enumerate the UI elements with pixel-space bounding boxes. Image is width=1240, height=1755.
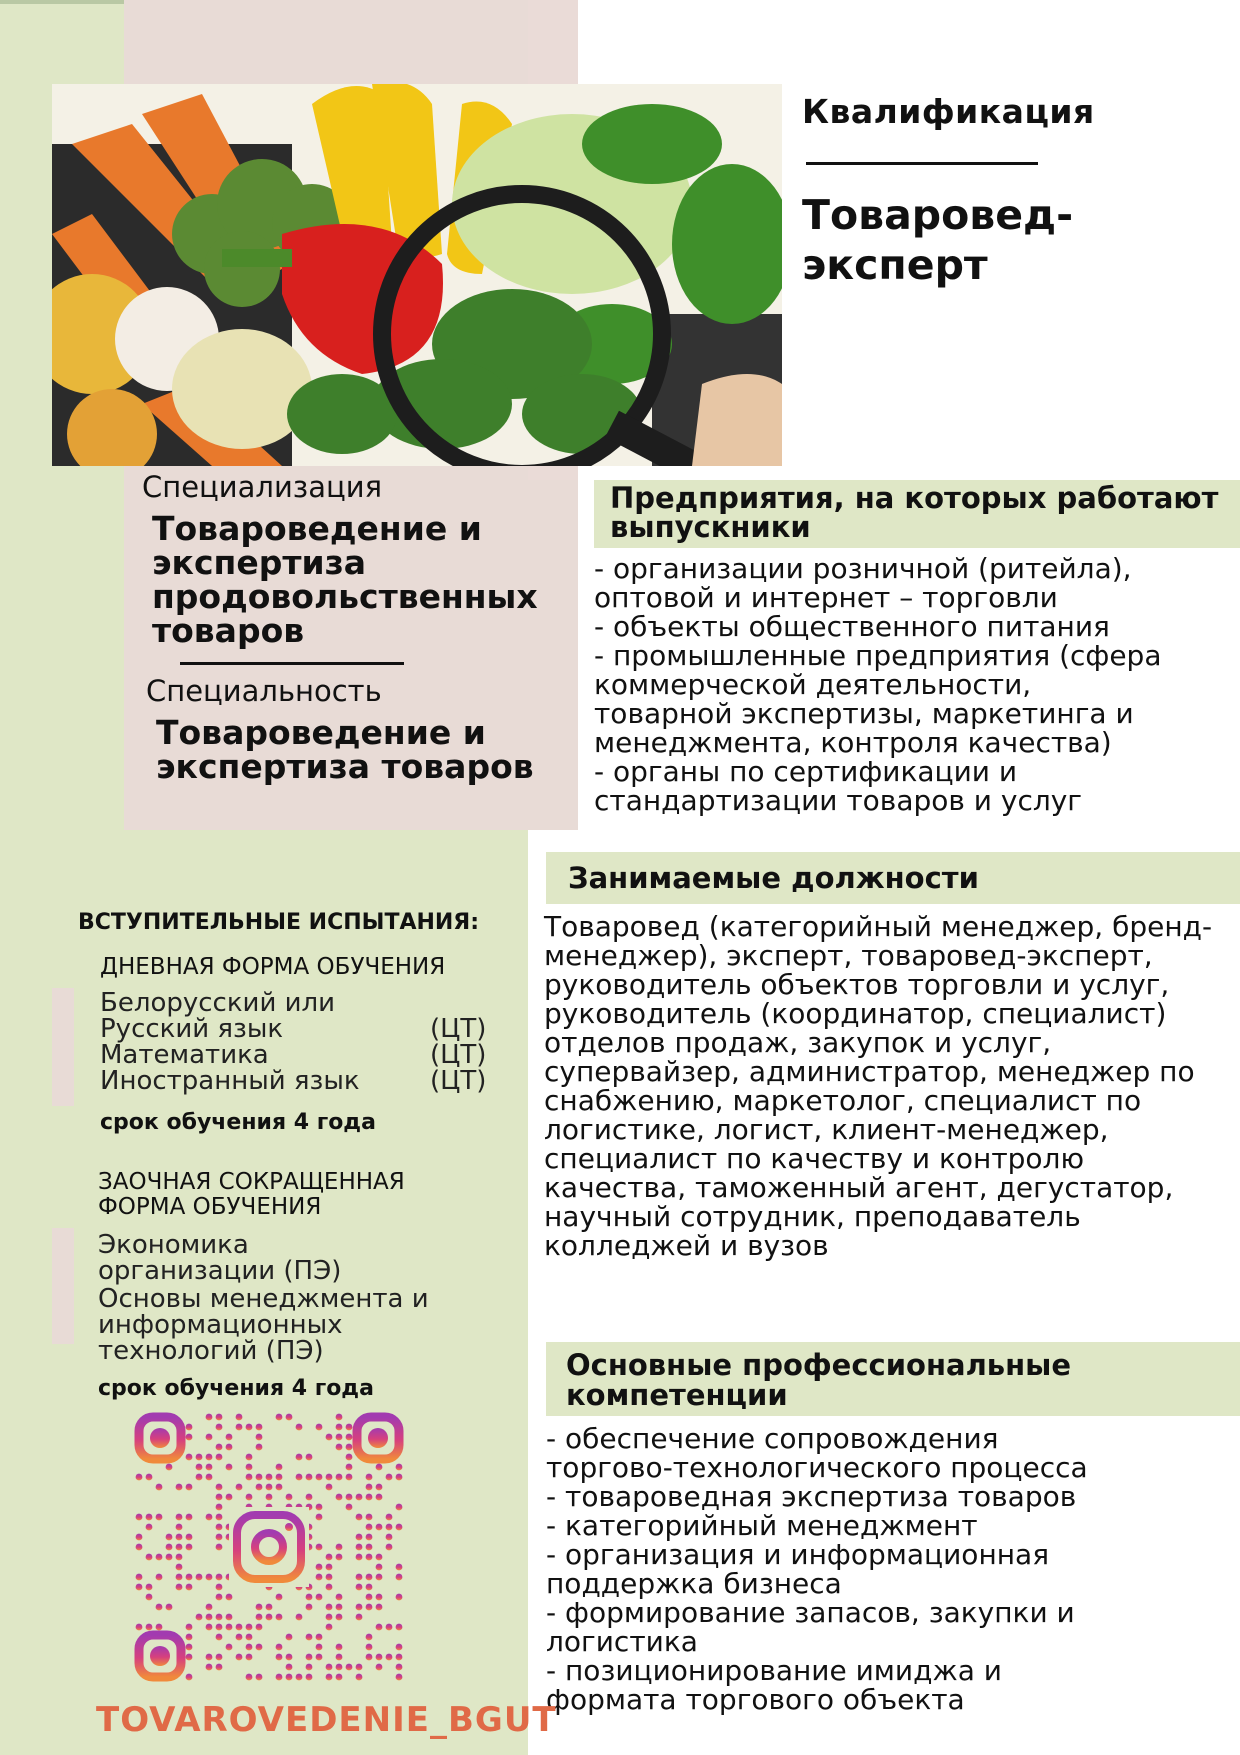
qr-module [156, 1574, 163, 1581]
qr-module [216, 1484, 223, 1491]
qr-module [246, 1674, 253, 1681]
qr-module [226, 1614, 233, 1621]
qr-module [396, 1464, 403, 1471]
qr-module [396, 1504, 403, 1511]
qr-module [216, 1614, 223, 1621]
qr-module [176, 1534, 183, 1541]
qr-module [146, 1514, 153, 1521]
qr-module [246, 1474, 253, 1481]
qr-module [146, 1554, 153, 1561]
qr-module [266, 1604, 273, 1611]
qr-module [256, 1434, 263, 1441]
day-subjects-bar [52, 988, 74, 1106]
qr-module [326, 1484, 333, 1491]
qr-module [366, 1654, 373, 1661]
qr-module [186, 1574, 193, 1581]
qr-module [236, 1624, 243, 1631]
qr-module [356, 1494, 363, 1501]
qr-module [206, 1624, 213, 1631]
qr-module [216, 1414, 223, 1421]
qr-module [356, 1614, 363, 1621]
qr-module [366, 1514, 373, 1521]
qr-module [206, 1464, 213, 1471]
qr-module [196, 1474, 203, 1481]
qr-module [316, 1654, 323, 1661]
competencies-list: - обеспечение сопровождения торгово-технологического процесса - товароведная экспертиза товаров - категорийный менеджмент - организация и информационная поддержка бизнеса - формирование запасов, закупки и логистика - позиционирование имиджа и формата торгового объекта [546, 1422, 1088, 1716]
qr-module [176, 1484, 183, 1491]
qr-module [226, 1624, 233, 1631]
qr-module [376, 1564, 383, 1571]
qr-module [186, 1654, 193, 1661]
qr-module [326, 1434, 333, 1441]
day-subject-3: Математика [100, 1040, 269, 1070]
vegetables-photo [52, 84, 782, 466]
qr-module [216, 1574, 223, 1581]
qr-module [186, 1584, 193, 1591]
instagram-qr-code[interactable] [134, 1412, 404, 1682]
qr-module [176, 1544, 183, 1551]
qr-module [306, 1474, 313, 1481]
qr-module [366, 1494, 373, 1501]
qr-module [206, 1474, 213, 1481]
qr-module [326, 1674, 333, 1681]
qr-module [366, 1584, 373, 1591]
qr-module [186, 1544, 193, 1551]
qr-module [356, 1544, 363, 1551]
qr-module [276, 1464, 283, 1471]
qr-module [276, 1484, 283, 1491]
qr-module [176, 1554, 183, 1561]
corr-subject-2: организации (ПЭ) [98, 1256, 342, 1286]
qr-module [186, 1534, 193, 1541]
qr-module [306, 1634, 313, 1641]
qr-module [216, 1584, 223, 1591]
qr-module [186, 1454, 193, 1461]
qr-module [206, 1434, 213, 1441]
qr-module [326, 1664, 333, 1671]
qr-module [236, 1654, 243, 1661]
qr-module [326, 1614, 333, 1621]
instagram-handle[interactable]: TOVAROVEDENIE_BGUT [96, 1700, 557, 1740]
qr-module [176, 1524, 183, 1531]
qr-module [356, 1604, 363, 1611]
top-strip [0, 0, 124, 4]
qr-module [276, 1644, 283, 1651]
qr-module [256, 1604, 263, 1611]
qr-module [366, 1604, 373, 1611]
qr-module [266, 1494, 273, 1501]
qr-module [236, 1414, 243, 1421]
qr-module [136, 1624, 143, 1631]
qr-module [356, 1584, 363, 1591]
qr-module [376, 1484, 383, 1491]
qr-module [396, 1664, 403, 1671]
qr-module [216, 1594, 223, 1601]
qr-module [156, 1604, 163, 1611]
qr-module [196, 1574, 203, 1581]
qr-module [276, 1474, 283, 1481]
qr-module [226, 1644, 233, 1651]
qr-module [376, 1574, 383, 1581]
qr-module [296, 1614, 303, 1621]
qr-module [336, 1544, 343, 1551]
qr-module [216, 1654, 223, 1661]
qr-module [256, 1484, 263, 1491]
day-form-title: ДНЕВНАЯ ФОРМА ОБУЧЕНИЯ [100, 954, 446, 980]
qr-module [396, 1574, 403, 1581]
qr-module [286, 1414, 293, 1421]
qr-module [326, 1474, 333, 1481]
qr-module [316, 1634, 323, 1641]
qr-module [336, 1594, 343, 1601]
qr-module [396, 1654, 403, 1661]
qr-module [326, 1564, 333, 1571]
qr-module [306, 1654, 313, 1661]
competencies-heading: Основные профессиональные компетенции [546, 1342, 1240, 1416]
qr-module [216, 1534, 223, 1541]
qr-module [186, 1484, 193, 1491]
qr-module [236, 1424, 243, 1431]
qr-module [186, 1644, 193, 1651]
qr-module [206, 1514, 213, 1521]
qr-module [136, 1514, 143, 1521]
qr-module [166, 1534, 173, 1541]
qr-module [176, 1564, 183, 1571]
qr-module [246, 1494, 253, 1501]
qr-module [186, 1674, 193, 1681]
qr-module [236, 1484, 243, 1491]
qr-module [396, 1624, 403, 1631]
qr-module [286, 1674, 293, 1681]
qr-module [266, 1474, 273, 1481]
qr-module [136, 1544, 143, 1551]
qr-module [186, 1424, 193, 1431]
qr-module [386, 1514, 393, 1521]
qr-module [386, 1524, 393, 1531]
qr-module [296, 1454, 303, 1461]
qr-module [266, 1484, 273, 1491]
qr-module [316, 1544, 323, 1551]
qr-module [366, 1574, 373, 1581]
qr-module [156, 1514, 163, 1521]
qr-module [316, 1574, 323, 1581]
qr-module [316, 1644, 323, 1651]
qr-module [306, 1674, 313, 1681]
positions-text: Товаровед (категорийный менеджер, бренд-менеджер), эксперт, товаровед-эксперт, руководитель объектов торговли и услуг, руководитель (координатор, специалист) отделов продаж, закупок и услуг, супервайзер, администратор, менеджер по снабжению, маркетолог, специалист по логистике, логист, клиент-менеджер, специалист по качеству и контролю качества, таможенный агент, дегустатор, научный сотрудник, преподаватель колледжей и вузов [544, 910, 1213, 1262]
qr-module [356, 1574, 363, 1581]
qr-module [346, 1464, 353, 1471]
qr-module [186, 1514, 193, 1521]
enterprises-heading: Предприятия, на которых работают выпускники [594, 480, 1240, 548]
qr-module [386, 1624, 393, 1631]
qr-module [296, 1424, 303, 1431]
qr-module [296, 1474, 303, 1481]
qr-module [246, 1424, 253, 1431]
qr-module [346, 1434, 353, 1441]
qr-module [336, 1444, 343, 1451]
qr-module [376, 1594, 383, 1601]
qr-module [366, 1524, 373, 1531]
qr-module [386, 1534, 393, 1541]
qr-module [166, 1604, 173, 1611]
qr-module [216, 1624, 223, 1631]
qr-module [356, 1674, 363, 1681]
qr-module [256, 1424, 263, 1431]
qr-module [396, 1594, 403, 1601]
qr-module [306, 1664, 313, 1671]
qr-module [216, 1454, 223, 1461]
qr-module [186, 1634, 193, 1641]
specialization-divider [180, 662, 404, 665]
qr-module [246, 1624, 253, 1631]
entrance-exams-title: ВСТУПИТЕЛЬНЫЕ ИСПЫТАНИЯ: [78, 910, 480, 935]
qr-module [206, 1454, 213, 1461]
qr-module [386, 1544, 393, 1551]
qr-module [276, 1614, 283, 1621]
qr-module [216, 1664, 223, 1671]
qr-module [306, 1454, 313, 1461]
qr-module [386, 1474, 393, 1481]
qr-module [376, 1494, 383, 1501]
qr-module [246, 1654, 253, 1661]
qr-module [286, 1494, 293, 1501]
qr-module [366, 1594, 373, 1601]
day-subject-2-tag: (ЦТ) [430, 1014, 487, 1044]
qr-module [136, 1534, 143, 1541]
qr-module [356, 1664, 363, 1671]
qr-module [336, 1494, 343, 1501]
day-subject-1: Белорусский или [100, 988, 336, 1018]
qr-module [186, 1434, 193, 1441]
day-subject-3-tag: (ЦТ) [430, 1040, 487, 1070]
qr-module [376, 1604, 383, 1611]
qr-module [176, 1584, 183, 1591]
qr-module [156, 1484, 163, 1491]
qr-module [146, 1594, 153, 1601]
qr-module [326, 1624, 333, 1631]
qr-module [216, 1514, 223, 1521]
qr-module [136, 1474, 143, 1481]
qr-module [396, 1524, 403, 1531]
correspondence-subjects-bar [52, 1228, 74, 1344]
qr-module [376, 1554, 383, 1561]
qr-module [256, 1474, 263, 1481]
qr-module [296, 1674, 303, 1681]
qr-module [286, 1664, 293, 1671]
qr-module [276, 1594, 283, 1601]
positions-heading: Занимаемые должности [546, 852, 1240, 904]
qr-module [146, 1524, 153, 1531]
qr-module [336, 1654, 343, 1661]
qr-module [376, 1624, 383, 1631]
specialty-value: Товароведение и экспертиза товаров [156, 713, 534, 786]
qr-module [206, 1614, 213, 1621]
qr-module [196, 1454, 203, 1461]
qr-module [356, 1514, 363, 1521]
qr-module [156, 1554, 163, 1561]
qr-module [366, 1544, 373, 1551]
qr-module [206, 1604, 213, 1611]
corr-subject-3: Основы менеджмента и [98, 1284, 429, 1314]
qr-module [196, 1614, 203, 1621]
qr-module [166, 1544, 173, 1551]
corr-subject-5: технологий (ПЭ) [98, 1336, 324, 1366]
qr-module [216, 1424, 223, 1431]
qr-module [346, 1504, 353, 1511]
qr-module [376, 1464, 383, 1471]
qr-module [276, 1654, 283, 1661]
qr-module [136, 1574, 143, 1581]
qr-module [146, 1474, 153, 1481]
qr-module [226, 1444, 233, 1451]
corr-subject-4: информационных [98, 1310, 343, 1340]
qr-module [306, 1594, 313, 1601]
qr-module [306, 1604, 313, 1611]
correspondence-duration: срок обучения 4 года [98, 1376, 374, 1401]
qr-module [396, 1674, 403, 1681]
qr-module [256, 1624, 263, 1631]
qr-module [316, 1594, 323, 1601]
qr-module [136, 1584, 143, 1591]
qr-module [366, 1484, 373, 1491]
qualification-label: Квалификация [802, 92, 1095, 131]
qr-module [346, 1664, 353, 1671]
qr-module [176, 1574, 183, 1581]
qr-module [366, 1534, 373, 1541]
qr-module [246, 1454, 253, 1461]
qr-module [316, 1474, 323, 1481]
qr-module [356, 1554, 363, 1561]
qr-module [256, 1444, 263, 1451]
qr-module [316, 1514, 323, 1521]
qr-module [346, 1494, 353, 1501]
qualification-divider [806, 162, 1038, 165]
qr-module [336, 1644, 343, 1651]
qr-module [276, 1414, 283, 1421]
qr-module [196, 1464, 203, 1471]
qr-module [246, 1644, 253, 1651]
qr-module [326, 1584, 333, 1591]
qr-module [336, 1604, 343, 1611]
qr-module [216, 1444, 223, 1451]
qr-module [336, 1664, 343, 1671]
corr-subject-1: Экономика [98, 1230, 249, 1260]
qr-module [366, 1644, 373, 1651]
qr-module [206, 1664, 213, 1671]
qr-module [246, 1464, 253, 1471]
qr-module [256, 1614, 263, 1621]
qr-module [376, 1664, 383, 1671]
qr-module [386, 1654, 393, 1661]
qr-module [346, 1424, 353, 1431]
qr-module [336, 1674, 343, 1681]
qr-module [396, 1474, 403, 1481]
qr-module [226, 1494, 233, 1501]
qualification-value: Товаровед-эксперт [802, 191, 1074, 289]
qr-module [216, 1544, 223, 1551]
qr-module [226, 1434, 233, 1441]
qr-module [346, 1454, 353, 1461]
qr-module [236, 1634, 243, 1641]
qr-module [366, 1474, 373, 1481]
qr-module [396, 1564, 403, 1571]
qr-module [216, 1494, 223, 1501]
qr-module [346, 1444, 353, 1451]
qr-module [346, 1474, 353, 1481]
qr-module [166, 1464, 173, 1471]
specialization-value: Товароведение и экспертиза продовольственных товаров [152, 509, 538, 650]
qr-module [316, 1504, 323, 1511]
qr-module [226, 1594, 233, 1601]
qr-module [326, 1604, 333, 1611]
qr-module [336, 1424, 343, 1431]
qr-module [336, 1474, 343, 1481]
qr-module [206, 1574, 213, 1581]
qr-module [266, 1614, 273, 1621]
qr-module [146, 1584, 153, 1591]
qr-module [256, 1674, 263, 1681]
qr-module [366, 1554, 373, 1561]
qr-module [396, 1644, 403, 1651]
qr-module [206, 1654, 213, 1661]
qr-module [166, 1554, 173, 1561]
correspondence-form-title: ЗАОЧНАЯ СОКРАЩЕННАЯ ФОРМА ОБУЧЕНИЯ [98, 1169, 405, 1220]
qr-module [336, 1434, 343, 1441]
qr-module [156, 1624, 163, 1631]
qr-module [216, 1504, 223, 1511]
qr-module [286, 1654, 293, 1661]
qr-module [316, 1564, 323, 1571]
qr-module [366, 1634, 373, 1641]
day-subject-4-tag: (ЦТ) [430, 1066, 487, 1096]
specialization-label: Специализация [142, 470, 383, 504]
qr-module [276, 1674, 283, 1681]
qr-module [146, 1624, 153, 1631]
qr-module [336, 1414, 343, 1421]
qr-module [286, 1634, 293, 1641]
qr-module [306, 1494, 313, 1501]
day-subject-4: Иностранный язык [100, 1066, 360, 1096]
qr-module [216, 1524, 223, 1531]
qr-module [356, 1534, 363, 1541]
qr-module [176, 1514, 183, 1521]
qr-module [256, 1644, 263, 1651]
qr-module [216, 1634, 223, 1641]
qr-module [326, 1574, 333, 1581]
enterprises-list: - организации розничной (ритейла), оптовой и интернет – торговли - объекты общественного питания - промышленные предприятия (сфера коммерческой деятельности, товарной экспертизы, маркетинга и менеджмента, контроля качества) - органы по сертификации и стандартизации товаров и услуг [594, 552, 1162, 817]
qr-module [186, 1624, 193, 1631]
day-duration: срок обучения 4 года [100, 1110, 376, 1135]
day-subject-2: Русский язык [100, 1014, 284, 1044]
qr-module [336, 1554, 343, 1561]
specialty-label: Специальность [146, 674, 382, 708]
qr-module [316, 1424, 323, 1431]
qr-module [376, 1654, 383, 1661]
qr-module [326, 1554, 333, 1561]
qr-module [226, 1464, 233, 1471]
qr-module [246, 1634, 253, 1641]
qr-module [336, 1614, 343, 1621]
qr-module [376, 1524, 383, 1531]
qr-module [206, 1414, 213, 1421]
